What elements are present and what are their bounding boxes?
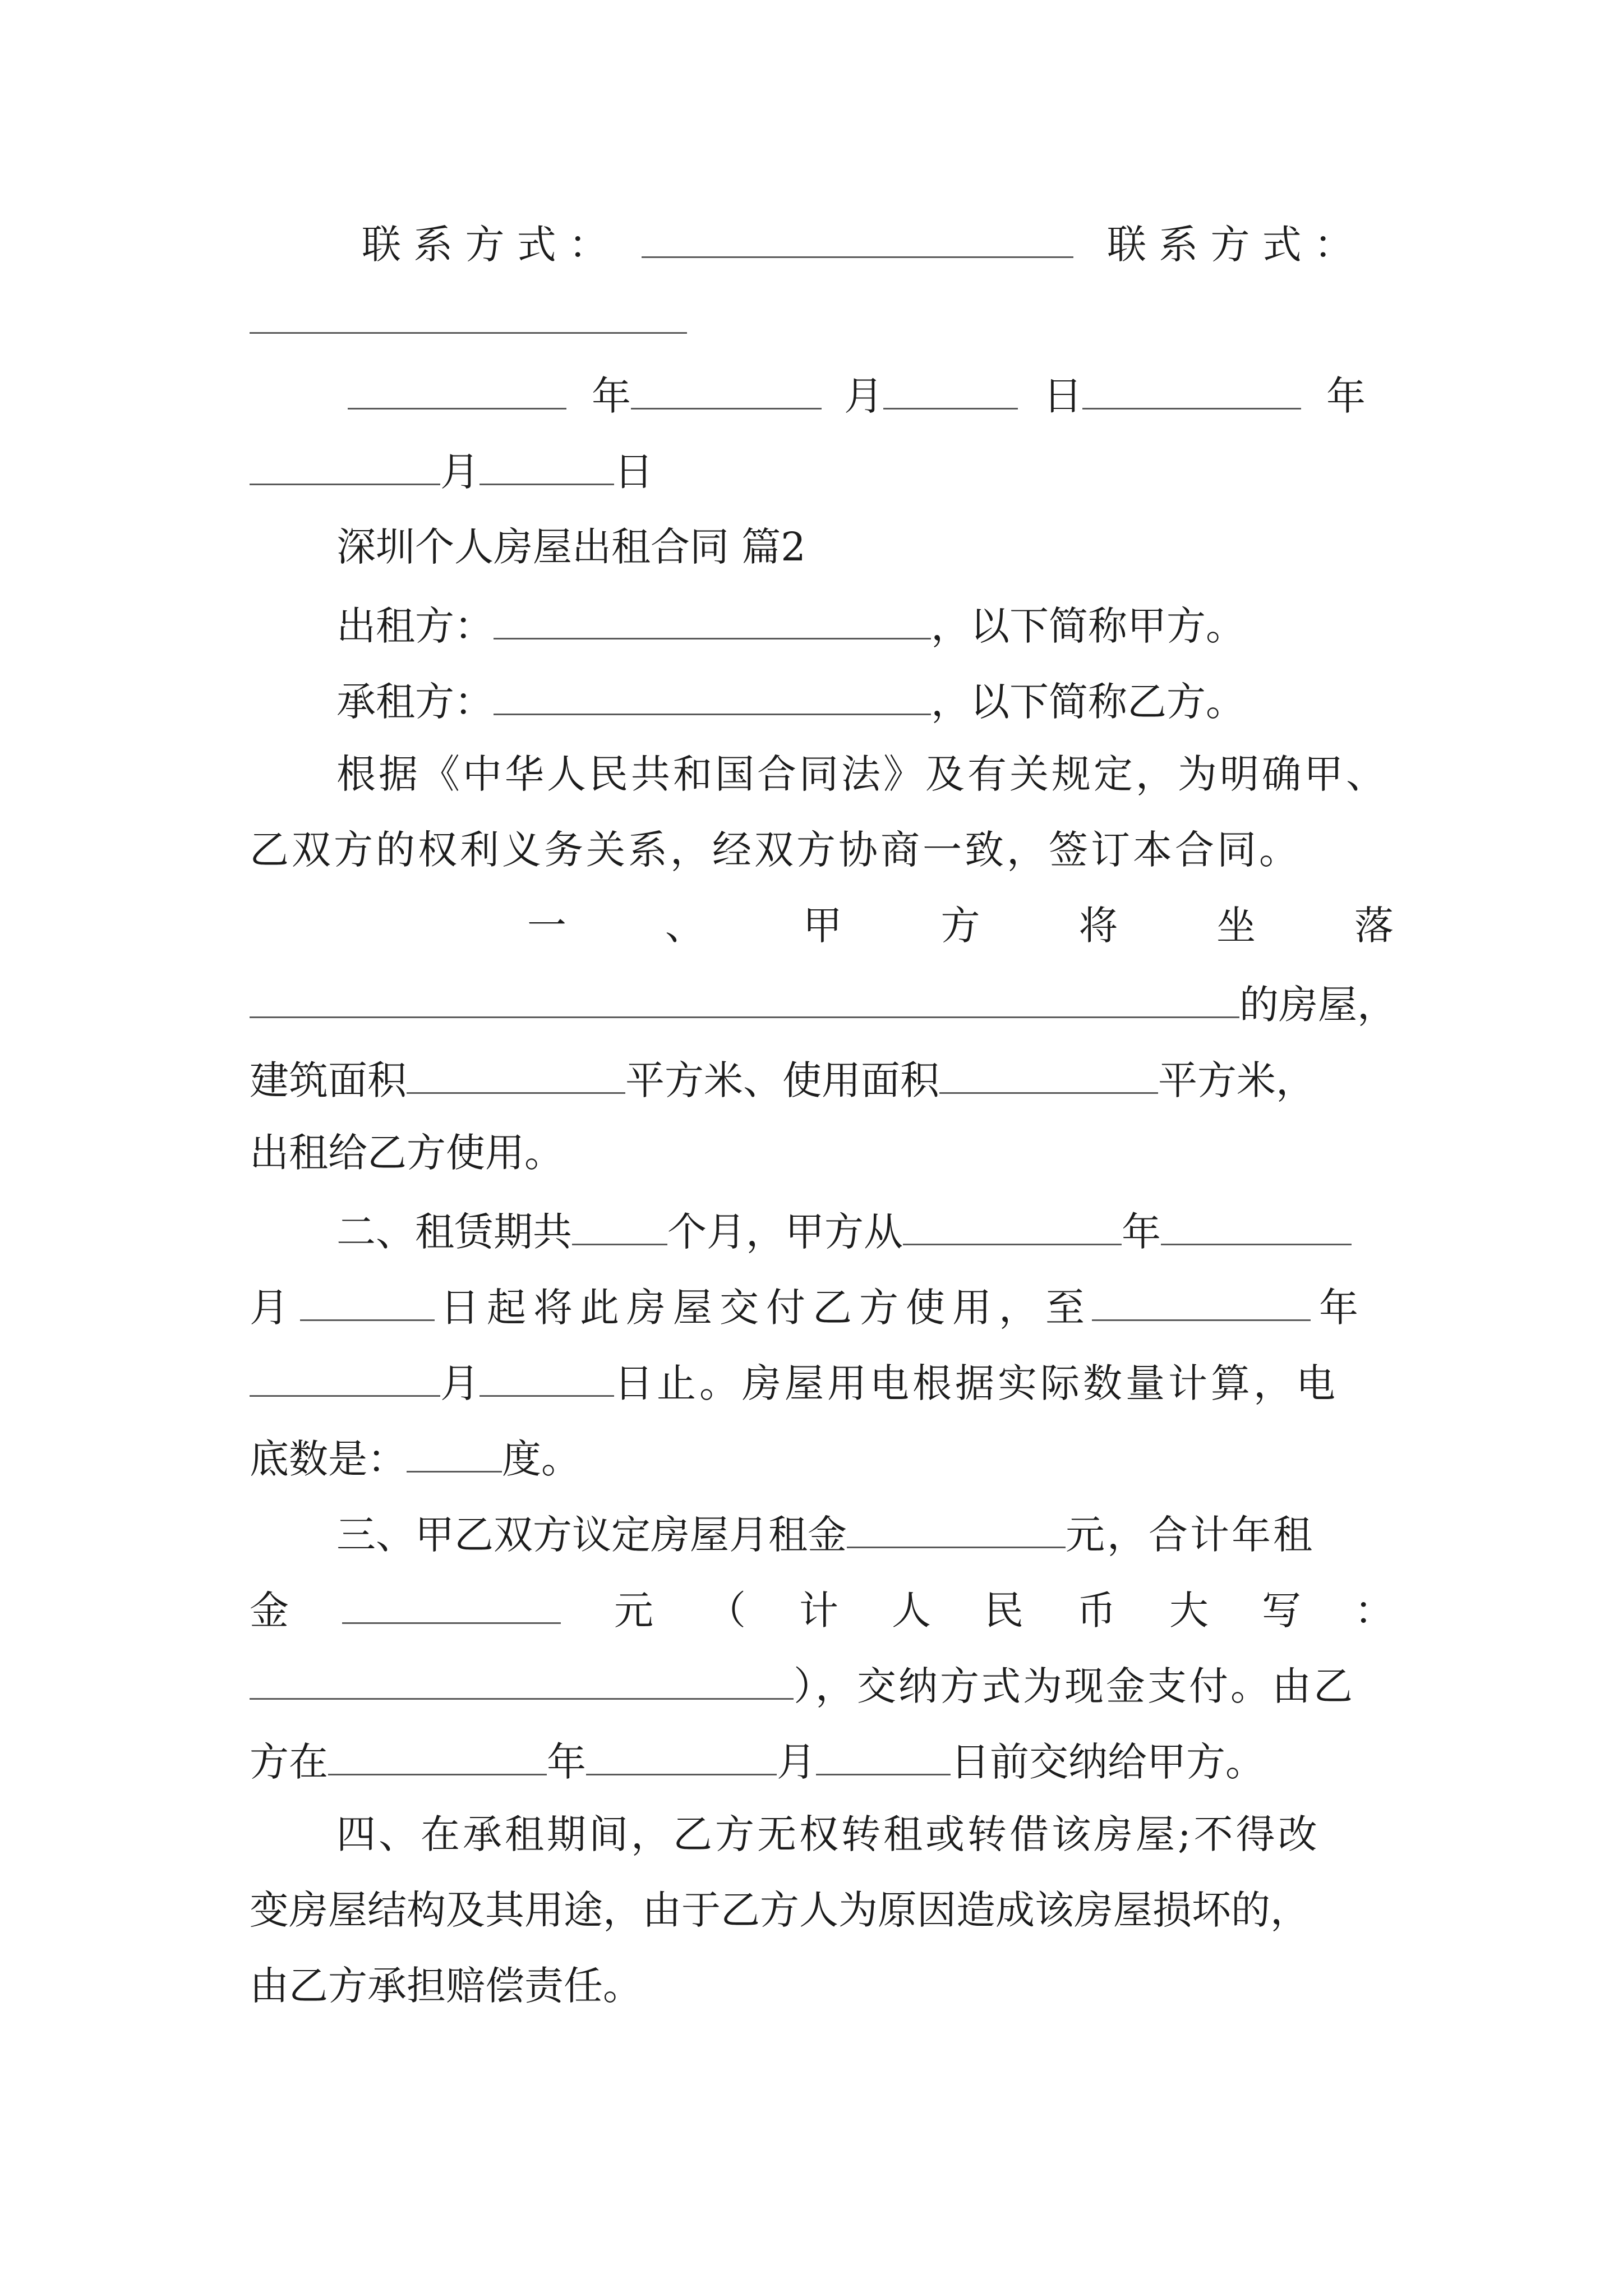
pay-year-blank[interactable] (328, 1739, 547, 1775)
usable-area-blank[interactable] (939, 1057, 1158, 1094)
char: 币 (1077, 1588, 1116, 1634)
char: 大 (1169, 1588, 1209, 1634)
area-unit: 平方米， (1158, 1057, 1315, 1103)
clause-3-line-3 (250, 1663, 1355, 1709)
pay-day-blank[interactable] (816, 1739, 951, 1775)
lessee-line (336, 679, 1245, 725)
month-blank-b[interactable] (250, 449, 440, 485)
property-location-blank[interactable] (250, 982, 1239, 1018)
clause-3-line-2 (250, 1588, 1394, 1634)
contact-line (362, 222, 1382, 268)
lease-start-day-blank[interactable] (300, 1285, 435, 1321)
clause-4-line-1: 四、在承租期间，乙方无权转租或转借该房屋;不得改 (336, 1811, 1320, 1857)
char: 计 (799, 1588, 838, 1634)
preamble-line-1: 根据《中华人民共和国合同法》及有关规定，为明确甲、 (336, 751, 1388, 797)
month-label-a: 月 (844, 373, 883, 419)
lease-end-month-blank[interactable] (250, 1360, 440, 1397)
preamble-line-2: 乙双方的权利义务关系，经双方协商一致，签订本合同。 (250, 827, 1301, 873)
contact-blank-a[interactable] (642, 222, 1073, 258)
month-label-b: 月 (440, 449, 479, 495)
char: 元 (614, 1588, 653, 1634)
building-area-blank[interactable] (407, 1057, 625, 1094)
clause-2-line-4 (250, 1436, 580, 1482)
pay-year-label: 年 (547, 1739, 586, 1785)
contact-blank-line (250, 297, 687, 340)
char: ： (1354, 1588, 1394, 1634)
meter-unit: 度。 (502, 1436, 580, 1482)
usable-area-label: 平方米、使用面积 (625, 1057, 939, 1103)
lease-start-year-label: 年 (1122, 1209, 1161, 1255)
monthly-rent-blank[interactable] (847, 1512, 1066, 1548)
month-blank-a[interactable] (631, 373, 822, 409)
lease-term-label: 二、租赁期共 (336, 1209, 572, 1255)
rent-in-words-blank[interactable] (250, 1663, 794, 1700)
clause-2-line-3 (250, 1360, 1339, 1406)
lessee-suffix: ，以下简称乙方。 (931, 679, 1245, 725)
clause-1-line-3 (250, 1057, 1315, 1103)
lessee-label: 承租方： (336, 679, 494, 725)
lessor-blank[interactable] (494, 603, 931, 639)
char: 人 (892, 1588, 931, 1634)
char: 方 (940, 903, 980, 949)
lessor-line (336, 603, 1245, 649)
char: 金 (250, 1588, 289, 1634)
contact-blank-b[interactable] (250, 297, 687, 334)
char: 甲 (803, 903, 842, 949)
lease-end-year-blank[interactable] (1092, 1285, 1311, 1321)
char: 坐 (1216, 903, 1256, 949)
char: 写 (1262, 1588, 1301, 1634)
char: 民 (984, 1588, 1023, 1634)
section-title: 深圳个人房屋出租合同 篇2 (336, 524, 806, 570)
meter-base-label: 底数是： (250, 1436, 407, 1482)
clause-2-line-2 (250, 1285, 1358, 1331)
day-label-a: 日 (1043, 373, 1082, 419)
char: （ (707, 1588, 746, 1634)
year-label-a: 年 (592, 373, 631, 419)
pay-day-text: 日前交纳给甲方。 (951, 1739, 1265, 1785)
char: 将 (1078, 903, 1118, 949)
lease-end-month-label: 月 (440, 1360, 479, 1406)
clause-3-line-1 (336, 1512, 1315, 1558)
clause-3-line-4 (250, 1739, 1265, 1785)
pay-before-label: 方在 (250, 1739, 328, 1785)
clause-4-line-3: 由乙方承担赔偿责任。 (250, 1963, 642, 2009)
clause-1-line-1 (527, 903, 1394, 949)
contact-label-party-b: 联 系 方 式 ： (1107, 222, 1354, 268)
lease-from-label: 个月，甲方从 (667, 1209, 903, 1255)
year-blank-a[interactable] (348, 373, 566, 409)
meter-base-blank[interactable] (407, 1436, 502, 1473)
clause-2-line-1 (336, 1209, 1394, 1255)
char: 、 (665, 903, 704, 949)
contact-label-party-a: 联 系 方 式 ： (362, 222, 608, 268)
date-line (348, 373, 1366, 419)
building-area-label: 建筑面积 (250, 1057, 407, 1103)
monthly-rent-label: 三、甲乙双方议定房屋月租金 (336, 1512, 847, 1558)
char: 一 (527, 903, 566, 949)
lease-end-year-label: 年 (1319, 1285, 1358, 1331)
pay-month-label: 月 (777, 1739, 816, 1785)
property-suffix: 的房屋， (1239, 982, 1396, 1028)
lease-start-day-text: 日起将此房屋交付乙方使用，至 (440, 1285, 1092, 1331)
day-label-b: 日 (614, 449, 653, 495)
lease-start-year-blank[interactable] (903, 1209, 1122, 1245)
lease-start-month-label: 月 (250, 1285, 289, 1331)
pay-month-blank[interactable] (586, 1739, 777, 1775)
day-blank-b[interactable] (479, 449, 614, 485)
lease-start-month-blank[interactable] (1161, 1209, 1352, 1245)
annual-rent-blank[interactable] (342, 1588, 561, 1624)
date-line-continued (250, 449, 653, 495)
annual-rent-label: 元，合计年租 (1066, 1512, 1315, 1558)
lessor-label: 出租方： (336, 603, 494, 649)
lease-months-blank[interactable] (572, 1209, 667, 1245)
lessor-suffix: ，以下简称甲方。 (931, 603, 1245, 649)
payment-method-text: ），交纳方式为现金支付。由乙 (794, 1663, 1355, 1709)
lease-end-day-text: 日止。房屋用电根据实际数量计算，电 (614, 1360, 1339, 1406)
lessee-blank[interactable] (494, 679, 931, 715)
lease-end-day-blank[interactable] (479, 1360, 614, 1397)
year-label-b: 年 (1326, 373, 1366, 419)
year-blank-b[interactable] (1082, 373, 1301, 409)
day-blank-a[interactable] (883, 373, 1018, 409)
clause-4-line-2: 变房屋结构及其用途，由于乙方人为原因造成该房屋损坏的， (250, 1887, 1310, 1933)
clause-1-line-2 (250, 982, 1396, 1028)
char: 落 (1354, 903, 1394, 949)
clause-1-line-4: 出租给乙方使用。 (250, 1130, 564, 1176)
